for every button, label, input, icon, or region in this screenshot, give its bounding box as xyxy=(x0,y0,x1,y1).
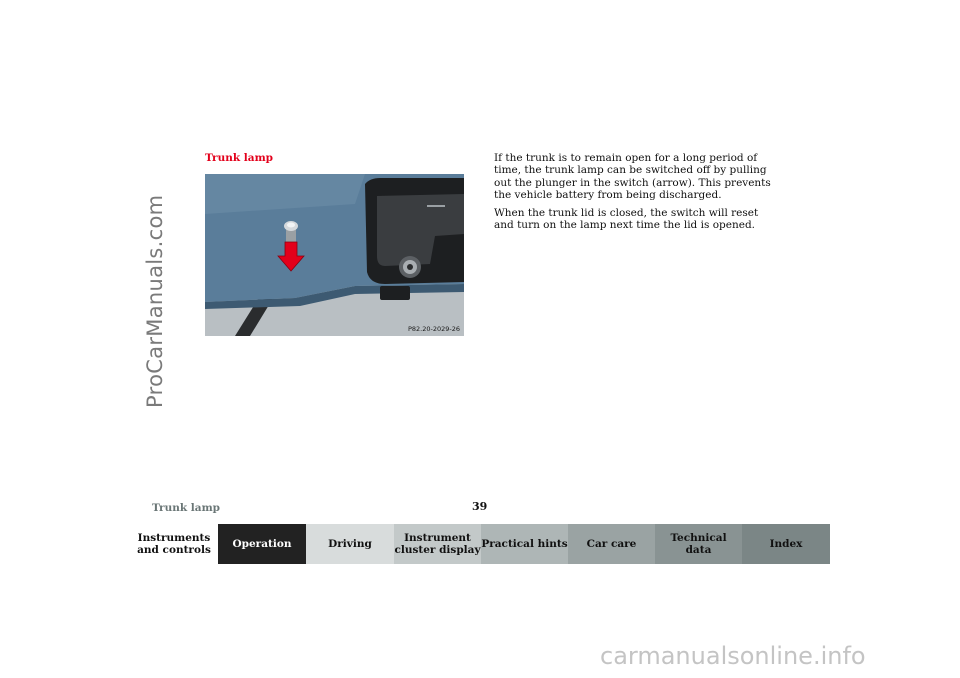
figure-code: P82.20-2029-26 xyxy=(407,325,460,333)
latch xyxy=(380,286,410,300)
section-title: Trunk lamp xyxy=(205,152,274,164)
tab-technical-data[interactable]: Technical data xyxy=(655,524,742,564)
page-number: 39 xyxy=(472,500,488,513)
side-watermark: ProCarManuals.com xyxy=(143,194,167,408)
tab-instruments-and-controls[interactable]: Instruments and controls xyxy=(130,524,218,564)
chapter-tabs xyxy=(130,524,830,564)
trunk-lamp-figure xyxy=(205,174,464,336)
tab-car-care[interactable]: Car care xyxy=(568,524,655,564)
body-text xyxy=(494,152,774,238)
tab-driving[interactable]: Driving xyxy=(306,524,394,564)
footer-section-title: Trunk lamp xyxy=(152,502,221,514)
tab-instrument-cluster-display[interactable]: Instrument cluster display xyxy=(394,524,481,564)
tab-index[interactable]: Index xyxy=(742,524,830,564)
body-paragraph-1: If the trunk is to remain open for a long period of time, the trunk lamp can be switched off by pulling out the plunger in the switch (arrow). This prevents the vehicle battery from being discharged. xyxy=(494,152,771,201)
tab-practical-hints[interactable]: Practical hints xyxy=(481,524,568,564)
trunk-illustration xyxy=(205,174,464,336)
tab-operation[interactable]: Operation xyxy=(218,524,306,564)
bottom-watermark: carmanualsonline.info xyxy=(600,642,866,670)
body-paragraph-2: When the trunk lid is closed, the switch will reset and turn on the lamp next time the lid is opened. xyxy=(494,207,759,232)
